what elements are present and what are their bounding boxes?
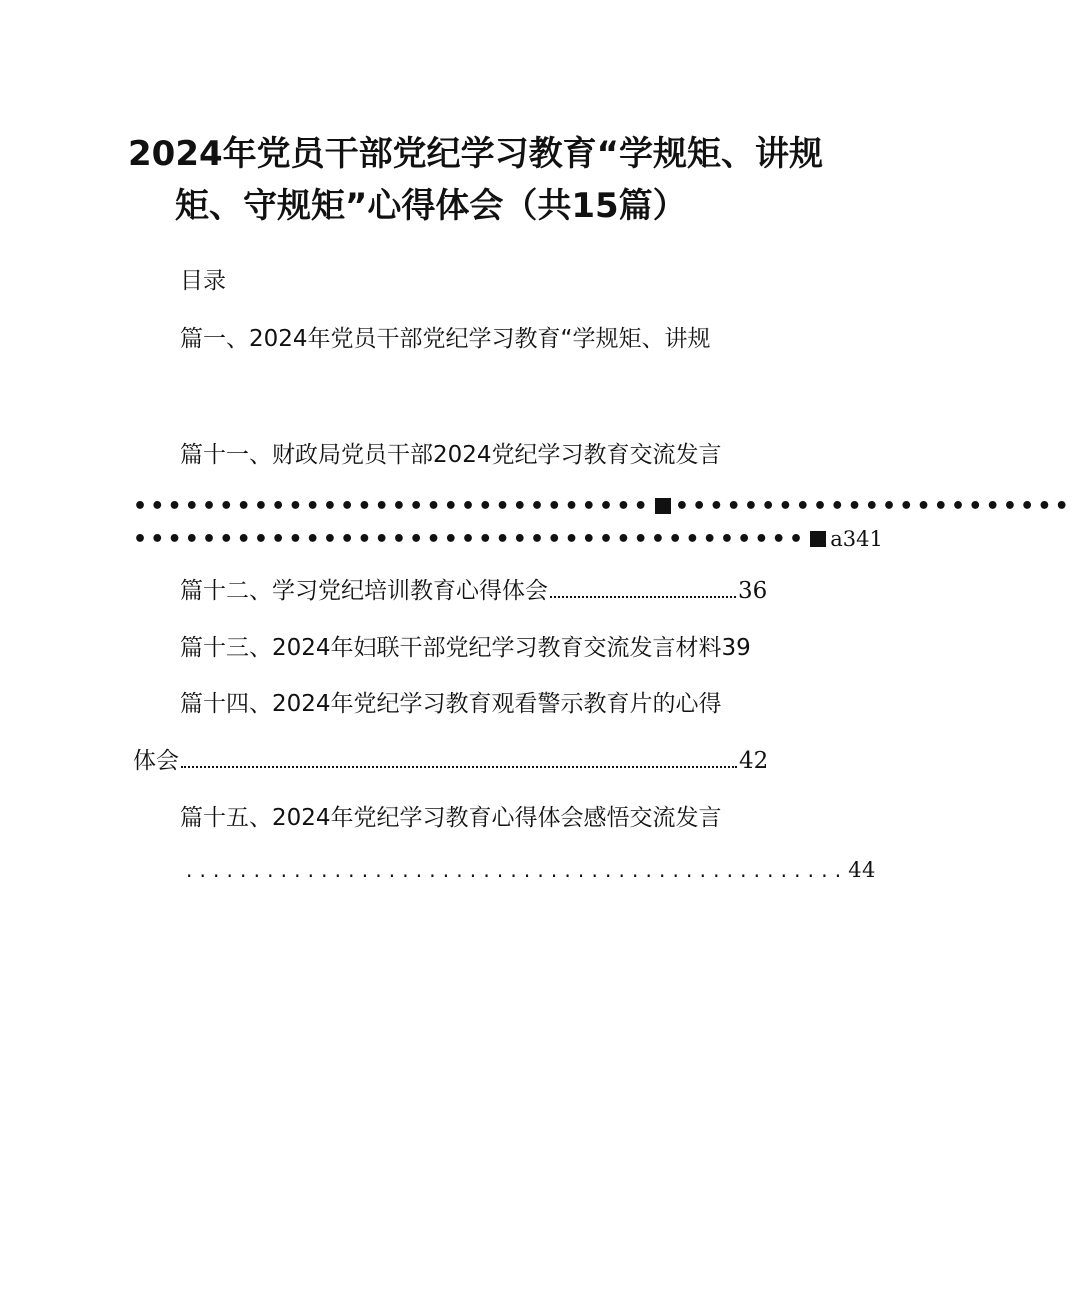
- toc-item-11-leader-row-2: [133, 524, 883, 555]
- dot-leader: ••••••••••••••••••••••••••••••: [133, 494, 651, 519]
- dot-leader: •••••••••••••••••••••••••••••••••••••••: [133, 527, 807, 552]
- toc-item-12-page: 36: [738, 578, 768, 604]
- title-line-2: 矩、守规矩”心得体会（共15篇）: [175, 186, 687, 226]
- toc-item-11[interactable]: 篇十一、财政局党员干部2024党纪学习教育交流发言: [180, 442, 722, 468]
- document-title: [128, 128, 823, 232]
- dot-leader: . . . . . . . . . . . . . . . . . . . . . . . . . . . . . . . . . . . . . . . . . . . . . . . . .: [186, 858, 842, 882]
- dot-leader: [181, 748, 737, 768]
- toc-item-11-page: a341: [830, 527, 883, 551]
- title-line-1: 2024年党员干部党纪学习教育“学规矩、讲规: [128, 134, 823, 174]
- toc-item-14-page: 42: [739, 748, 769, 774]
- toc-item-15-page: 44: [848, 858, 876, 882]
- toc-item-12[interactable]: [180, 576, 767, 606]
- toc-heading: 目录: [180, 268, 226, 294]
- dot-leader: [550, 578, 736, 598]
- toc-item-14-label: 体会: [133, 748, 179, 774]
- toc-item-1[interactable]: 篇一、2024年党员干部党纪学习教育“学规矩、讲规: [180, 326, 711, 352]
- dot-leader: •••••••••••••••••••••••: [674, 494, 1072, 519]
- square-marker-icon: [810, 531, 826, 547]
- toc-item-15[interactable]: 篇十五、2024年党纪学习教育心得体会感悟交流发言: [180, 805, 722, 831]
- toc-item-14-line-1[interactable]: 篇十四、2024年党纪学习教育观看警示教育片的心得: [180, 691, 722, 717]
- toc-item-11-leader-row-1: [133, 492, 1072, 522]
- toc-item-14-line-2[interactable]: [133, 746, 768, 776]
- square-marker-icon: [655, 498, 671, 514]
- toc-item-12-label: 篇十二、学习党纪培训教育心得体会: [180, 578, 548, 604]
- toc-item-13[interactable]: 篇十三、2024年妇联干部党纪学习教育交流发言材料39: [180, 635, 751, 661]
- toc-item-15-leader: [186, 855, 876, 885]
